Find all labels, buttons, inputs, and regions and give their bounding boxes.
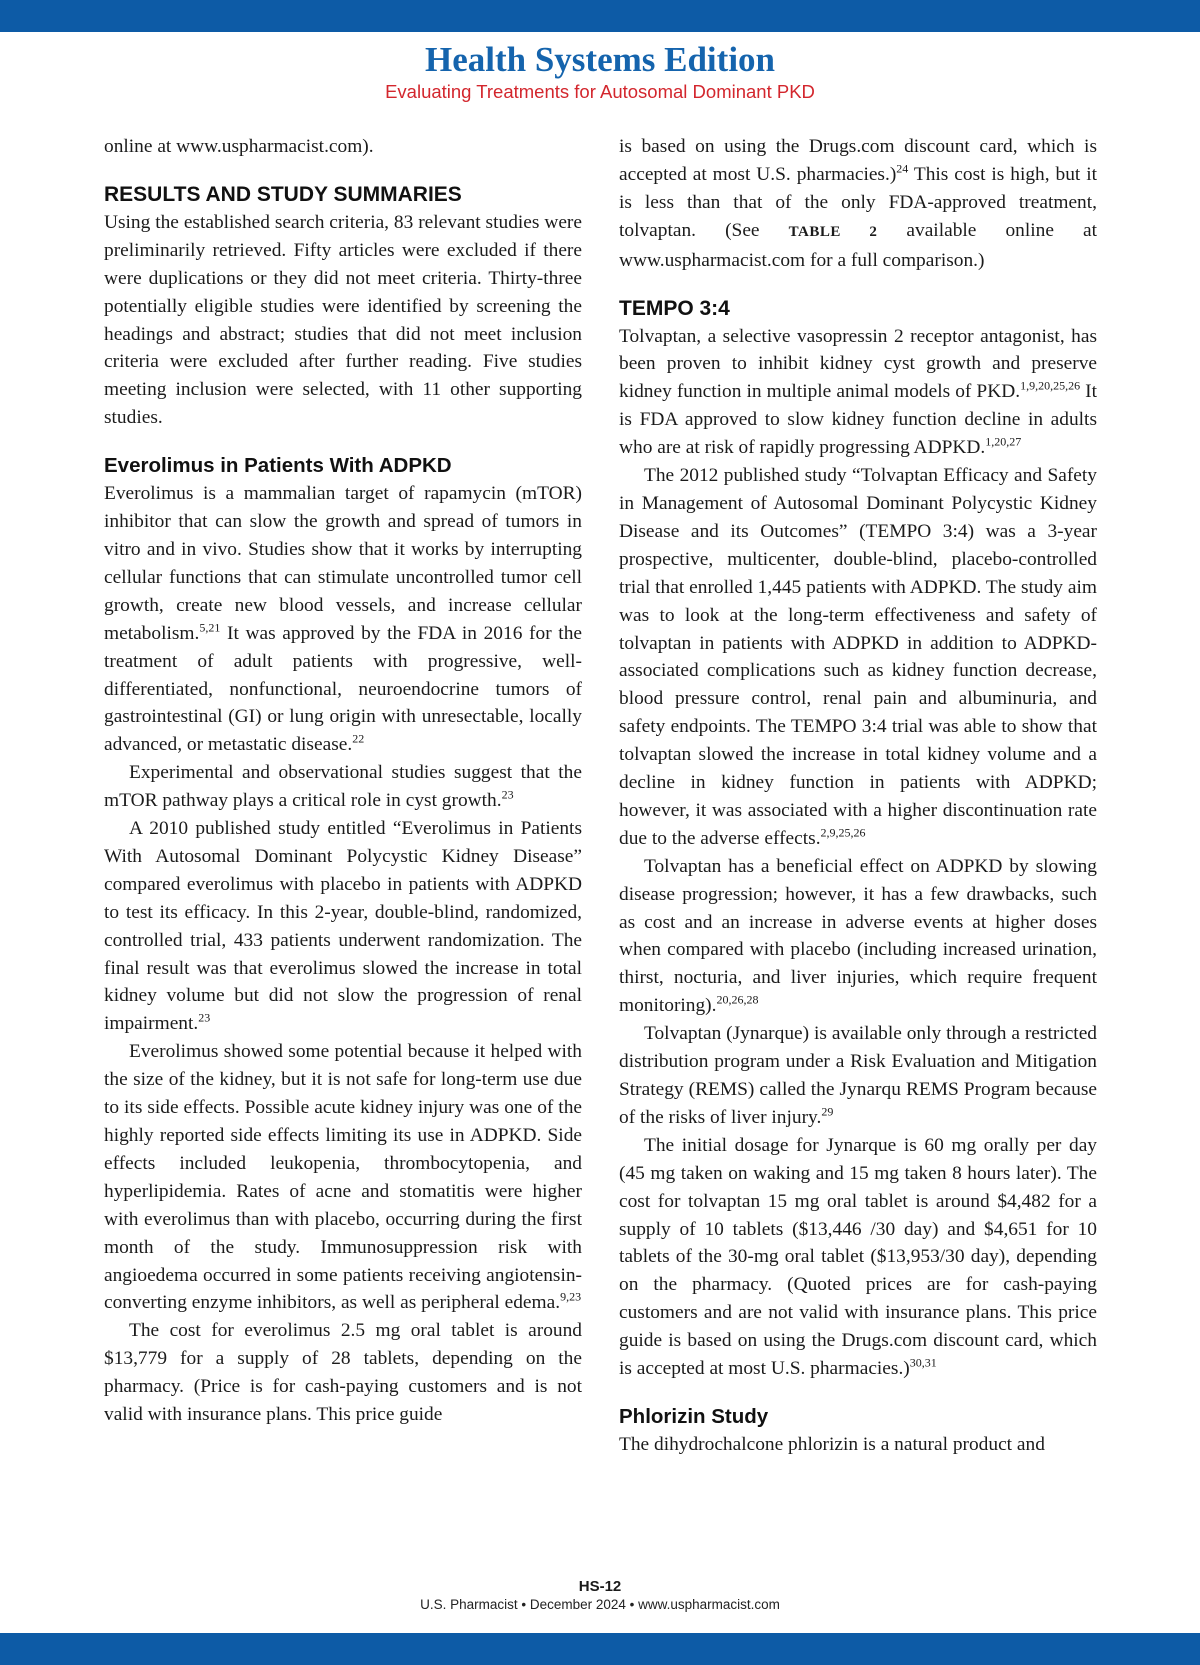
- paragraph: Using the established search criteria, 83 relevant studies were preliminarily retrieved. Fifty articles were excluded if there were duplications or they did not meet criteria. Thirty-three potentially eligible studies were identified by screening the headings and abstract; studies that did not meet inclusion criteria were excluded after further reading. Five studies meeting inclusion were selected, with 11 other supporting studies.: [104, 211, 582, 429]
- page-footer: [0, 1577, 1200, 1614]
- paragraph: Tolvaptan, a selective vasopressin 2 receptor antagonist, has been proven to inhibit kidney cyst growth and preserve kidney function in multiple animal models of PKD.$^{1,9,20,25,26}$ It is FDA approved to slow kidney function decline in adults who are at risk of rapidly progressing ADPKD.$^{1,20,27}$: [619, 325, 1097, 459]
- paragraph: Everolimus is a mammalian target of rapamycin (mTOR) inhibitor that can slow the growth and spread of tumors in vitro and in vivo. Studies show that it works by interrupting cellular functions that can stimulate uncontrolled tumor cell growth, create new blood vessels, and increase cellular metabolism.$^{5,21}$ It was approved by the FDA in 2016 for the treatment of adult patients with progressive, well-differentiated, nonfunctional, neuroendocrine tumors of gastrointestinal (GI) or lung origin with unresectable, locally advanced, or metastatic disease.$^{22}$: [104, 483, 582, 756]
- citation: 29: [821, 1104, 834, 1119]
- citation: 30,31: [909, 1355, 937, 1370]
- citation: 1,20,27: [985, 434, 1022, 449]
- citation: 24: [896, 161, 909, 176]
- table-reference: TABLE 2: [788, 223, 878, 240]
- citation: 23: [501, 787, 514, 802]
- page-number: HS-12: [578, 1578, 622, 1595]
- bottom-color-bar: [0, 1633, 1200, 1665]
- paragraph: Experimental and observational studies suggest that the mTOR pathway plays a critical role in cyst growth.$^{23}$: [104, 762, 582, 812]
- paragraph: is based on using the Drugs.com discount card, which is accepted at most U.S. pharmacies.)$^{24}$ This cost is high, but it is less than that of the only FDA-approved treatment, tolvaptan. (See TABLE 2 available online at www.uspharmacist.com for a full comparison.): [619, 136, 1097, 271]
- citation: 20,26,28: [716, 992, 759, 1007]
- citation: 5,21: [199, 620, 221, 635]
- page-header: [0, 40, 1200, 104]
- paragraph: Tolvaptan (Jynarque) is available only through a restricted distribution program under a Risk Evaluation and Mitigation Strategy (REMS) called the Jynarqu REMS Program because of the risks of liver injury.$^{29}$: [619, 1023, 1097, 1128]
- paragraph: The cost for everolimus 2.5 mg oral tablet is around $13,779 for a supply of 28 tablets, depending on the pharmacy. (Price is for cash-paying customers and is not valid with insurance plans. This price guide: [104, 1320, 582, 1426]
- paragraph: The 2012 published study “Tolvaptan Efficacy and Safety in Management of Autosomal Dominant Polycystic Kidney Disease and its Outcomes” (TEMPO 3:4) was a 3-year prospective, multicenter, double-blind, placebo-controlled trial that enrolled 1,445 patients with ADPKD. The study aim was to look at the long-term effectiveness and safety of tolvaptan in patients with ADPKD in addition to ADPKD-associated complications such as kidney function decrease, blood pressure control, renal pain and albuminuria, and safety endpoints. The TEMPO 3:4 trial was able to show that tolvaptan slowed the increase in total kidney volume and a decline in kidney function in patients with ADPKD; however, it was associated with a higher discontinuation rate due to the adverse effects.$^{2,9,25,26}$: [619, 465, 1097, 849]
- citation: 9,23: [560, 1289, 582, 1304]
- article-subtitle: Evaluating Treatments for Autosomal Dominant PKD: [385, 81, 815, 102]
- paragraph: Tolvaptan has a beneficial effect on ADPKD by slowing disease progression; however, it has a few drawbacks, such as cost and an increase in adverse events at higher doses when compared with placebo (including increased urination, thirst, nocturia, and liver injuries, which require frequent monitoring).$^{20,26,28}$: [619, 855, 1097, 1017]
- subheading-everolimus: Everolimus in Patients With ADPKD: [104, 454, 452, 478]
- footer-publication-line: U.S. Pharmacist • December 2024 • www.uspharmacist.com: [420, 1597, 780, 1612]
- citation: 23: [198, 1010, 211, 1025]
- subheading-phlorizin: Phlorizin Study: [619, 1404, 769, 1428]
- paragraph: The initial dosage for Jynarque is 60 mg orally per day (45 mg taken on waking and 15 mg taken 8 hours later). The cost for tolvaptan 15 mg oral tablet is around $4,482 for a supply of 10 tablets ($13,446 /30 day) and $4,651 for 10 tablets of the 30-mg oral tablet ($13,953/30 day), depending on the pharmacy. (Quoted prices are for cash-paying customers and are not valid with insurance plans. This price guide is based on using the Drugs.com discount card, which is accepted at most U.S. pharmacies.)$^{30,31}$: [619, 1134, 1097, 1380]
- citation: 2,9,25,26: [820, 825, 866, 840]
- paragraph: A 2010 published study entitled “Everolimus in Patients With Autosomal Dominant Polycystic Kidney Disease” compared everolimus with placebo in patients with ADPKD to test its efficacy. In this 2-year, double-blind, randomized, controlled trial, 433 patients underwent randomization. The final result was that everolimus slowed the increase in total kidney volume but did not slow the progression of renal impairment.$^{23}$: [104, 818, 582, 1035]
- section-heading-results: RESULTS AND STUDY SUMMARIES: [104, 182, 462, 206]
- top-color-bar: [0, 0, 1200, 32]
- citation: 22: [352, 731, 365, 746]
- paragraph: The dihydrochalcone phlorizin is a natural product and: [619, 1433, 1045, 1455]
- paragraph: Everolimus showed some potential because it helped with the size of the kidney, but it is not safe for long-term use due to its side effects. Possible acute kidney injury was one of the highly reported side effects limiting its use in ADPKD. Side effects included leukopenia, thrombocytopenia, and hyperlipidemia. Rates of acne and stomatitis were higher with everolimus than with placebo, occurring during the first month of the study. Immunosuppression risk with angioedema occurred in some patients receiving angiotensin-converting enzyme inhibitors, as well as peripheral edema.$^{9,23}$: [104, 1041, 582, 1314]
- left-column: [104, 133, 582, 1429]
- paragraph: online at www.uspharmacist.com).: [104, 136, 374, 157]
- edition-title: Health Systems Edition: [424, 40, 776, 79]
- right-column: [619, 133, 1097, 1459]
- section-heading-tempo: TEMPO 3:4: [619, 296, 730, 320]
- citation: 1,9,20,25,26: [1020, 378, 1081, 393]
